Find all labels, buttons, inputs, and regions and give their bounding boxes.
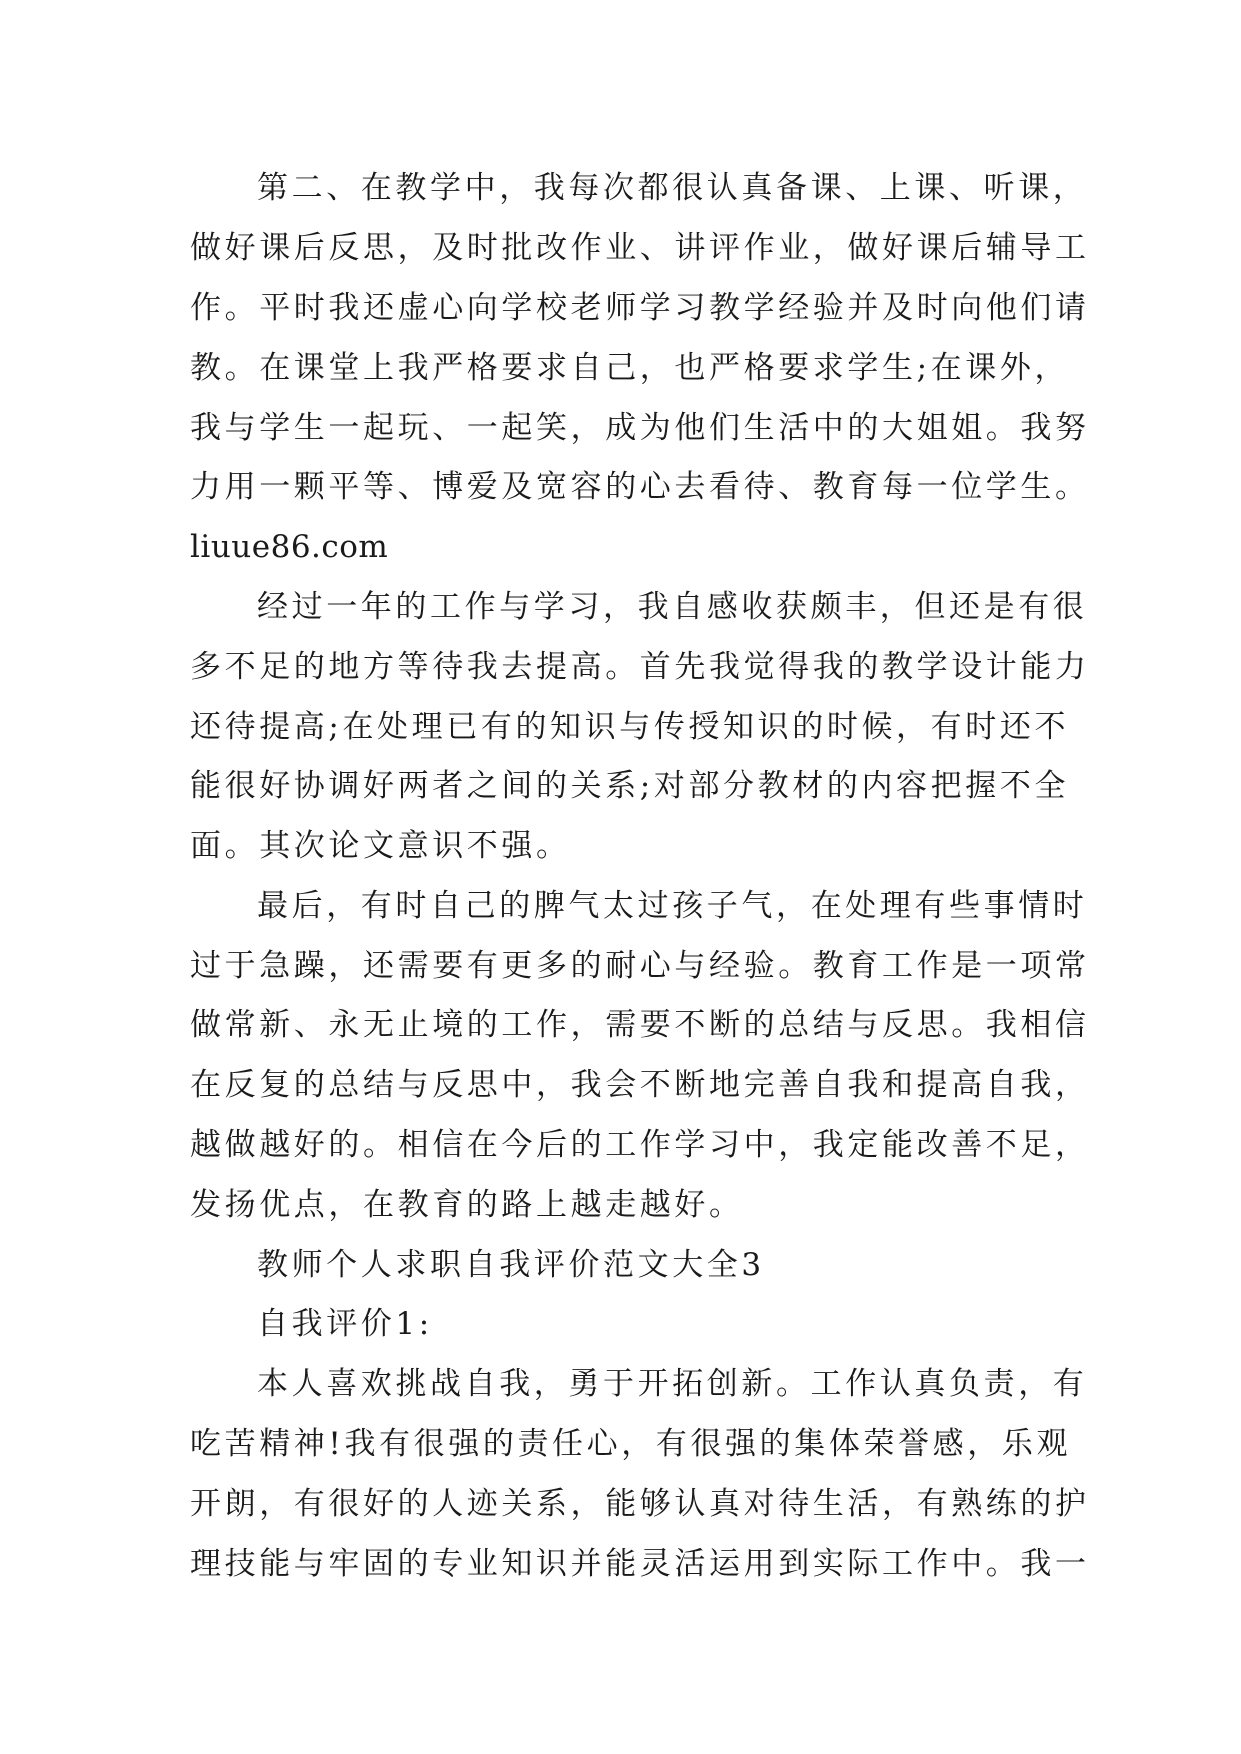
paragraph-1-line-6: 力用一颗平等、博爱及宽容的心去看待、教育每一位学生。 [190,469,1090,505]
paragraph-2-line-4: 能很好协调好两者之间的关系;对部分教材的内容把握不全 [190,768,1070,804]
paragraph-3-line-3: 做常新、永无止境的工作，需要不断的总结与反思。我相信 [190,1007,1090,1043]
section-heading: 教师个人求职自我评价范文大全3 [257,1247,765,1283]
paragraph-3-line-2: 过于急躁，还需要有更多的耐心与经验。教育工作是一项常 [190,948,1090,984]
paragraph-3-line-5: 越做越好的。相信在今后的工作学习中，我定能改善不足， [190,1127,1090,1163]
paragraph-2-line-2: 多不足的地方等待我去提高。首先我觉得我的教学设计能力 [190,649,1090,685]
paragraph-4-line-1: 本人喜欢挑战自我，勇于开拓创新。工作认真负责，有 [257,1366,1088,1402]
paragraph-1-line-2: 做好课后反思，及时批改作业、讲评作业，做好课后辅导工 [190,230,1090,266]
paragraph-4-line-4: 理技能与牢固的专业知识并能灵活运用到实际工作中。我一 [190,1546,1090,1582]
paragraph-2-line-1: 经过一年的工作与学习，我自感收获颇丰，但还是有很 [257,589,1088,625]
paragraph-3-line-1: 最后，有时自己的脾气太过孩子气，在处理有些事情时 [257,888,1088,924]
paragraph-4-line-2: 吃苦精神!我有很强的责任心，有很强的集体荣誉感，乐观 [190,1426,1072,1462]
subheading: 自我评价1: [257,1306,433,1342]
paragraph-3-line-6: 发扬优点，在教育的路上越走越好。 [190,1187,744,1223]
paragraph-1-line-1: 第二、在教学中，我每次都很认真备课、上课、听课， [257,170,1088,206]
paragraph-2-line-5: 面。其次论文意识不强。 [190,828,571,864]
paragraph-4-line-3: 开朗，有很好的人迹关系，能够认真对待生活，有熟练的护 [190,1486,1090,1522]
paragraph-2-line-3: 还待提高;在处理已有的知识与传授知识的时候，有时还不 [190,709,1070,745]
paragraph-3-line-4: 在反复的总结与反思中，我会不断地完善自我和提高自我， [190,1067,1090,1103]
watermark-url: liuue86.com [190,529,389,565]
paragraph-1-line-3: 作。平时我还虚心向学校老师学习教学经验并及时向他们请 [190,290,1090,326]
paragraph-1-line-4: 教。在课堂上我严格要求自己，也严格要求学生;在课外， [190,350,1070,386]
paragraph-1-line-5: 我与学生一起玩、一起笑，成为他们生活中的大姐姐。我努 [190,410,1090,446]
